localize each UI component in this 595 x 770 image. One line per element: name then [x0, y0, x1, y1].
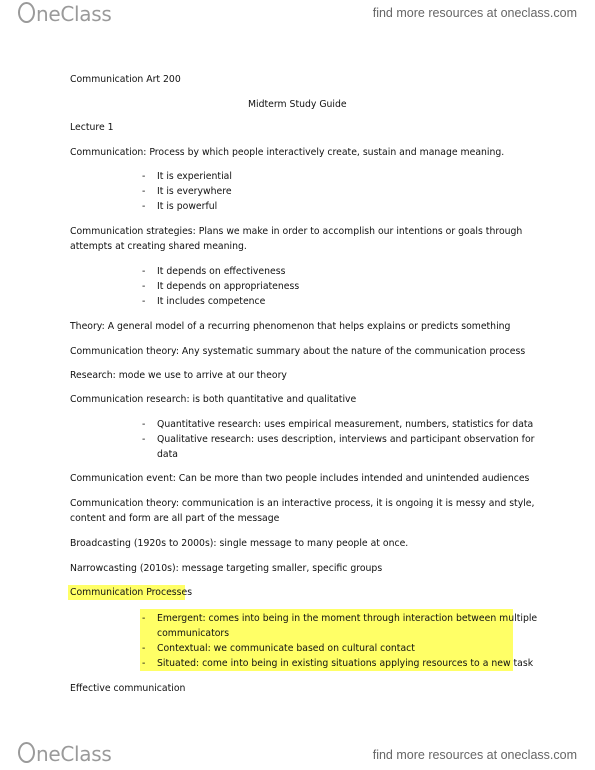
- list-item-continuation: communicators: [157, 628, 230, 639]
- bullet-dash: -: [142, 419, 146, 430]
- bullet-dash: -: [142, 266, 146, 277]
- course-name: Communication Art 200: [70, 74, 181, 85]
- list-item: It depends on effectiveness: [157, 266, 286, 277]
- research-definition: Research: mode we use to arrive at our theory: [70, 370, 287, 381]
- list-item: It is powerful: [157, 201, 218, 212]
- strategies-line-2: attempts at creating shared meaning.: [70, 241, 247, 252]
- list-item: Emergent: comes into being in the moment through interaction between multiple: [157, 613, 538, 624]
- narrowcasting-definition: Narrowcasting (2010s): message targeting smaller, specific groups: [70, 563, 383, 574]
- list-item: It includes competence: [157, 296, 266, 307]
- bullet-dash: -: [142, 613, 146, 624]
- effective-communication-heading: Effective communication: [70, 683, 186, 694]
- comm-theory-definition: Communication theory: Any systematic summary about the nature of the communication process: [70, 346, 526, 357]
- processes-heading: Communication Processes: [70, 587, 193, 598]
- doc-title: Midterm Study Guide: [248, 99, 347, 110]
- comm-research-definition: Communication research: is both quantitative and qualitative: [70, 394, 357, 405]
- list-item: Qualitative research: uses description, interviews and participant observation for: [157, 434, 535, 445]
- comm-theory2-line-1: Communication theory: communication is an interactive process, it is ongoing it is messy and style,: [70, 498, 535, 509]
- list-item: Quantitative research: uses empirical measurement, numbers, statistics for data: [157, 419, 534, 430]
- communication-definition: Communication: Process by which people interactively create, sustain and manage meaning.: [70, 147, 505, 158]
- bullet-dash: -: [142, 186, 146, 197]
- bullet-dash: -: [142, 658, 146, 669]
- list-item: It is everywhere: [157, 186, 232, 197]
- event-definition: Communication event: Can be more than two people includes intended and unintended audiences: [70, 473, 530, 484]
- logo-text: neClass: [36, 742, 112, 766]
- logo-text: neClass: [36, 2, 112, 26]
- oneclass-logo-footer[interactable]: [18, 742, 112, 766]
- header-tagline-link[interactable]: find more resources at oneclass.com: [372, 6, 577, 20]
- bullet-dash: -: [142, 434, 146, 445]
- bullet-dash: -: [142, 171, 146, 182]
- theory-definition: Theory: A general model of a recurring phenomenon that helps explains or predicts something: [70, 321, 511, 332]
- list-item: Contextual: we communicate based on cultural contact: [157, 643, 415, 654]
- footer-tagline-link[interactable]: find more resources at oneclass.com: [372, 748, 577, 762]
- lecture-heading: Lecture 1: [70, 122, 114, 133]
- bullet-dash: -: [142, 643, 146, 654]
- bullet-dash: -: [142, 281, 146, 292]
- list-item: It depends on appropriateness: [157, 281, 300, 292]
- list-item: It is experiential: [157, 171, 232, 182]
- strategies-line-1: Communication strategies: Plans we make in order to accomplish our intentions or goals through: [70, 226, 523, 237]
- comm-theory2-line-2: content and form are all part of the message: [70, 513, 280, 524]
- list-item: Situated: come into being in existing situations applying resources to a new task: [157, 658, 534, 669]
- oneclass-o-icon: [18, 742, 35, 763]
- bullet-dash: -: [142, 296, 146, 307]
- list-item-continuation: data: [157, 449, 178, 460]
- bullet-dash: -: [142, 201, 146, 212]
- broadcasting-definition: Broadcasting (1920s to 2000s): single message to many people at once.: [70, 538, 409, 549]
